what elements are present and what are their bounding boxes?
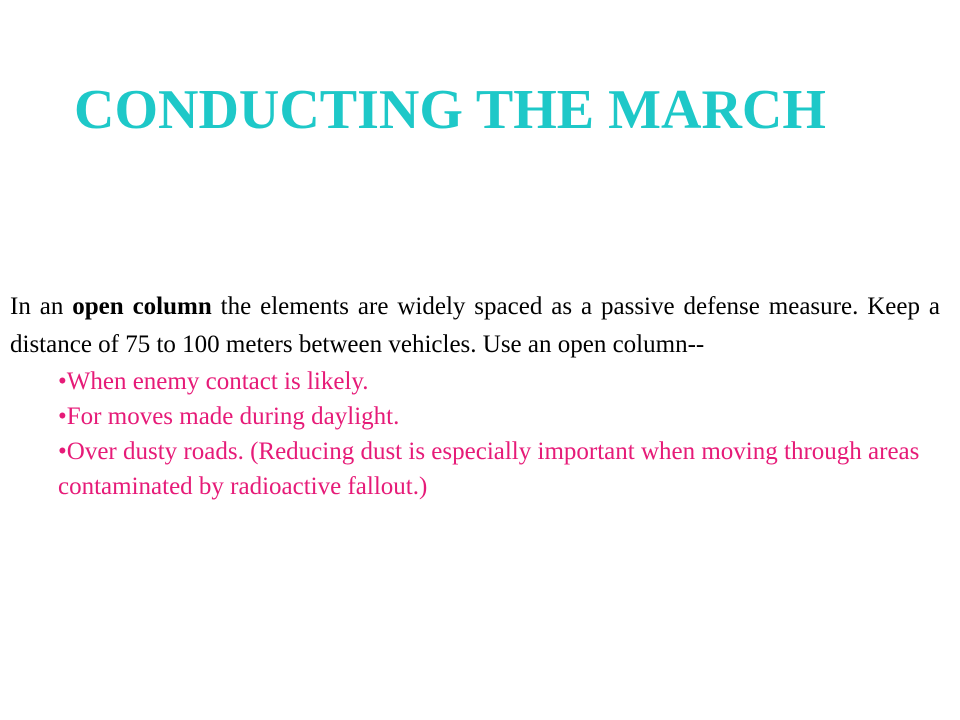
slide-title: CONDUCTING THE MARCH (74, 79, 826, 141)
intro-paragraph (10, 288, 940, 364)
bullet-text: Over dusty roads. (Reducing dust is especially important when moving through areas contaminated by radioactive fallout.) (58, 438, 920, 500)
intro-lead: In an (10, 293, 73, 320)
intro-rest: the elements are widely spaced as a passive defense measure. Keep a distance of 75 to 100 meters between vehicles. Use an open column-- (10, 293, 940, 358)
bullet-item (58, 364, 940, 399)
bullet-text: When enemy contact is likely. (66, 368, 369, 395)
bullet-marker: • (58, 438, 67, 465)
bullet-marker: • (58, 403, 67, 430)
bullet-text: For moves made during daylight. (66, 403, 400, 430)
intro-term: open column (72, 293, 212, 320)
bullet-list (10, 364, 940, 504)
slide-body (10, 288, 940, 504)
bullet-marker: • (58, 368, 67, 395)
bullet-item (58, 399, 940, 434)
bullet-item (58, 434, 940, 504)
